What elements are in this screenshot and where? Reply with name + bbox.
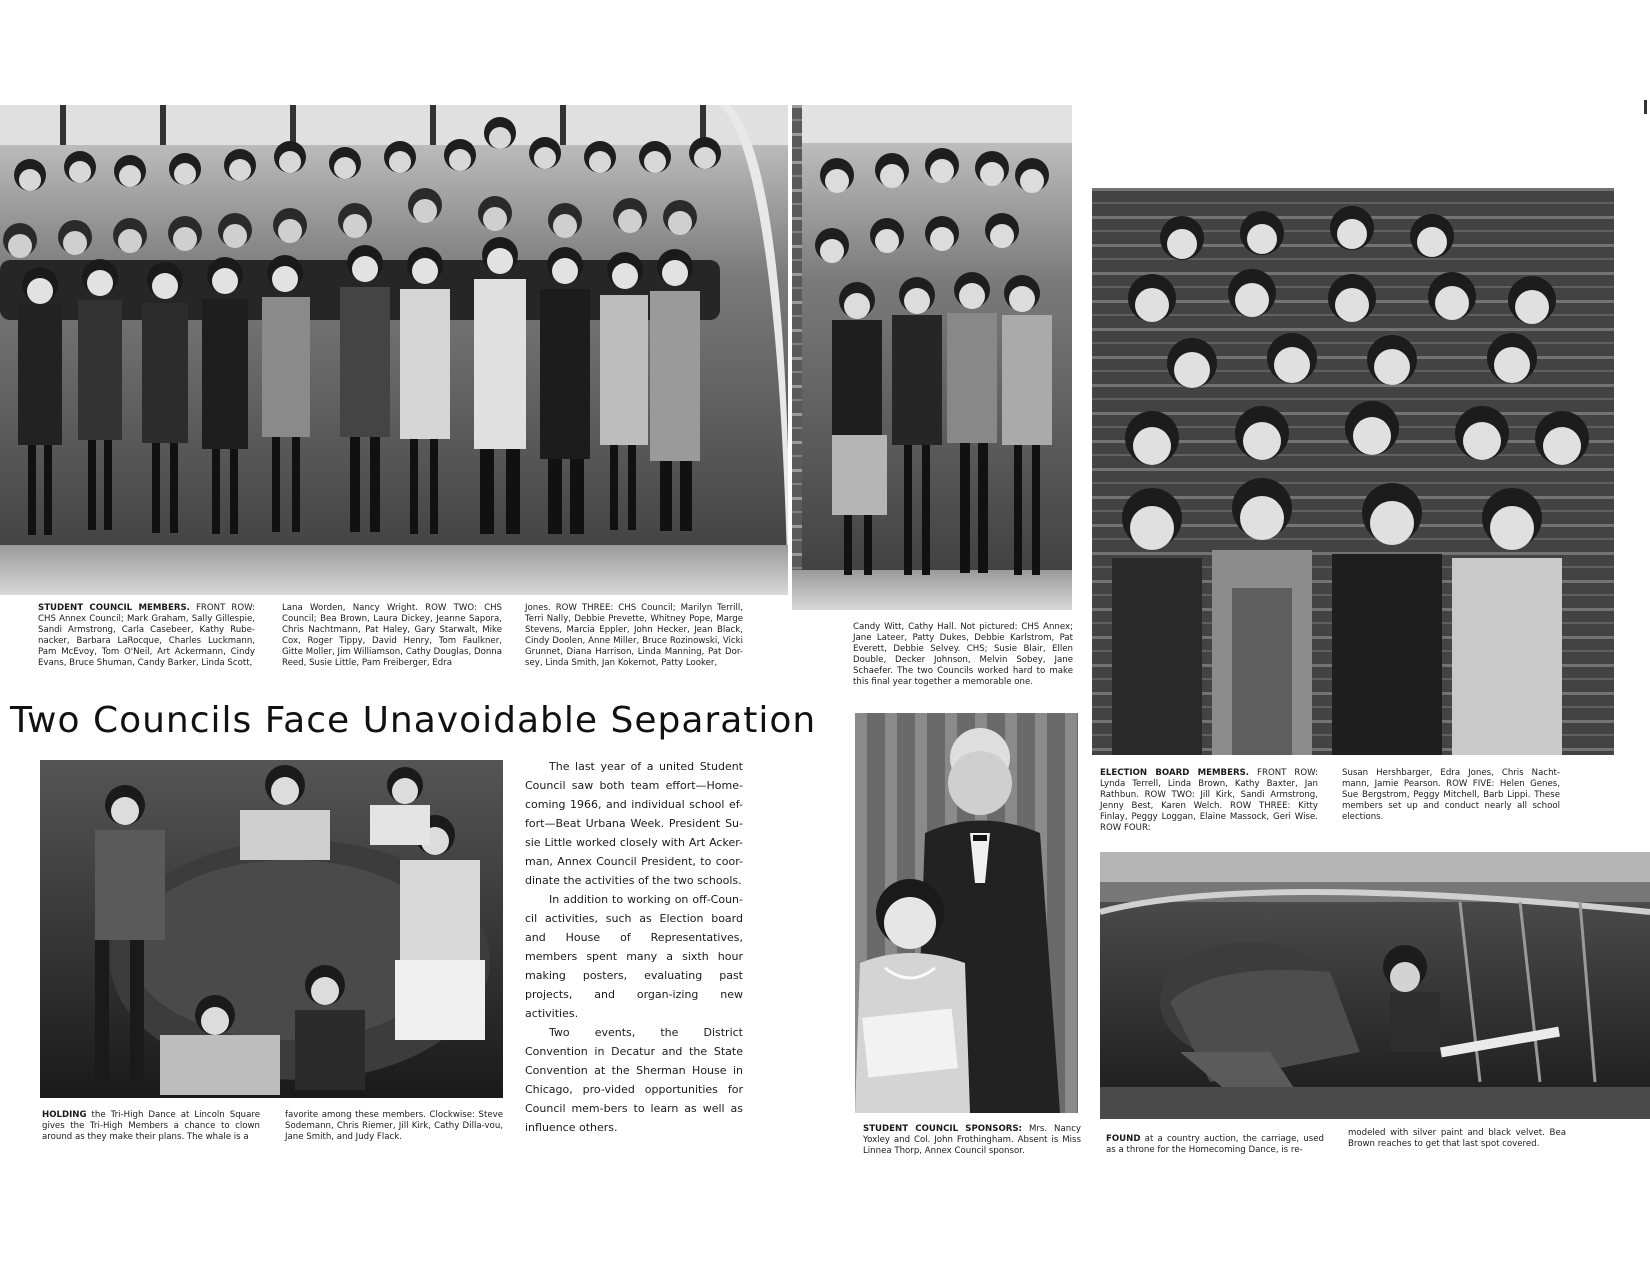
tri-high-caption-col2: favorite among these members. Clockwise: Steve Sodemann, Chris Riemer, Jill Kirk, Cathy Dilla-vou, Jane Smith, and Judy Flack.	[285, 1110, 503, 1142]
caption-text: FRONT ROW: CHS Annex Council; Mark Graham, Sally Gillespie, Sandi Armstrong, Carla Casebeer, Kathy Rube-nacker, Barbara LaRocque, Charles Luckmann, Pam McEvoy, Tom O'Neil, Art Ackermann, Cindy Evans, Bruce Shuman, Candy Barker, Linda Scott,	[38, 603, 255, 668]
student-council-caption-col4: Candy Witt, Cathy Hall. Not pictured: CHS Annex; Jane Lateer, Patty Dukes, Debbie Karlstrom, Pat Everett, Debbie Selvey. CHS; Susie Blair, Ellen Double, Decker Johnson, Melvin Sobey, Jane Schaefer. The two Councils worked hard to make this final year together a memorable one.	[853, 622, 1073, 687]
caption-lead: ELECTION BOARD MEMBERS.	[1100, 768, 1250, 778]
caption-text: the Tri-High Dance at Lincoln Square gives the Tri-High Members a chance to clown around as they make their plans. The whale is a	[42, 1110, 260, 1142]
election-board-photo	[1092, 188, 1614, 755]
student-council-caption-col3: Jones. ROW THREE: CHS Council; Marilyn Terrill, Terri Nally, Debbie Prevette, Whitney Pope, Marge Stevens, Marcia Eppler, John Hecker, Jean Black, Cindy Doolen, Anne Miller, Bruce Rozinowski, Vicki Grunnet, Diana Harrison, Linda Manning, Pat Dor-sey, Linda Smith, Jan Kokernot, Patty Looker,	[525, 603, 743, 668]
student-council-caption-col1	[38, 603, 255, 669]
whale-photo-illustration	[40, 760, 503, 1098]
carriage-caption-col2: modeled with silver paint and black velvet. Bea Brown reaches to get that last spot covered.	[1348, 1128, 1566, 1149]
carriage-caption-col1	[1106, 1134, 1324, 1156]
article-paragraph-3: Two events, the District Convention in Decatur and the State Convention at the Sherman House in Chicago, pro-vided opportunities for Council mem-bers to learn as well as influence others.	[525, 1026, 743, 1134]
sponsors-photo	[855, 713, 1078, 1113]
page-edge-mark	[1644, 100, 1647, 114]
sponsors-illustration	[855, 713, 1078, 1113]
caption-lead: STUDENT COUNCIL SPONSORS:	[863, 1124, 1022, 1134]
page-headline: Two Councils Face Unavoidable Separation	[10, 700, 817, 741]
carriage-photo	[1100, 852, 1650, 1119]
caption-text: FRONT ROW: Lynda Terrell, Linda Brown, Kathy Baxter, Jan Rathbun. ROW TWO: Jill Kirk, Sandi Armstrong, Jenny Best, Karen Welch. ROW THREE: Kitty Finlay, Peggy Loggan, Elaine Massock, Geri Wise. ROW FOUR:	[1100, 768, 1319, 833]
article-paragraph-1: The last year of a united Student Council saw both team effort—Home-coming 1966, and individual school ef-fort—Beat Urbana Week. President Su-sie Little worked closely with Art Acker-man, Annex Council President, to coor-dinate the activities of the two schools.	[525, 760, 743, 887]
article-paragraph-2: In addition to working on off-Coun-cil activities, such as Election board and House of Representatives, members spent many a sixth hour making posters, evaluating past projects, and organ-izing new activities.	[525, 893, 743, 1020]
student-council-photo-left	[0, 105, 788, 595]
election-board-caption-col1	[1100, 768, 1318, 834]
caption-lead: STUDENT COUNCIL MEMBERS.	[38, 603, 190, 613]
caption-text: Mrs. Nancy Yoxley and Col. John Frothingham. Absent is Miss Linnea Thorp, Annex Council sponsor.	[863, 1124, 1082, 1156]
caption-lead: FOUND	[1106, 1134, 1141, 1144]
student-council-photo-right	[792, 105, 1072, 610]
tri-high-dance-photo	[40, 760, 503, 1098]
group-photo-illustration	[1092, 188, 1614, 755]
caption-lead: HOLDING	[42, 1110, 87, 1120]
student-council-caption-col2: Lana Worden, Nancy Wright. ROW TWO: CHS Council; Bea Brown, Laura Dickey, Jeanne Sapora, Chris Nachtmann, Pat Haley, Gary Starwalt, Mike Cox, Roger Tippy, David Henry, Tom Faulkner, Gitte Moller, Jim Williamson, Cathy Douglas, Donna Reed, Susie Little, Pam Freiberger, Edra	[282, 603, 503, 668]
election-board-caption-col2: Susan Hershbarger, Edra Jones, Chris Nacht-mann, Jamie Pearson. ROW FIVE: Helen Genes, Sue Bergstrom, Peggy Mitchell, Barb Lippi. These members set up and conduct nearly all school elections.	[1342, 768, 1560, 822]
tri-high-caption-col1	[42, 1110, 260, 1143]
group-photo-illustration	[792, 105, 1072, 610]
caption-text: at a country auction, the carriage, used as a throne for the Homecoming Dance, is re-	[1106, 1134, 1324, 1155]
carriage-illustration	[1100, 852, 1650, 1119]
group-photo-illustration	[0, 105, 788, 595]
article-body	[525, 757, 743, 1137]
sponsors-caption	[863, 1124, 1081, 1157]
